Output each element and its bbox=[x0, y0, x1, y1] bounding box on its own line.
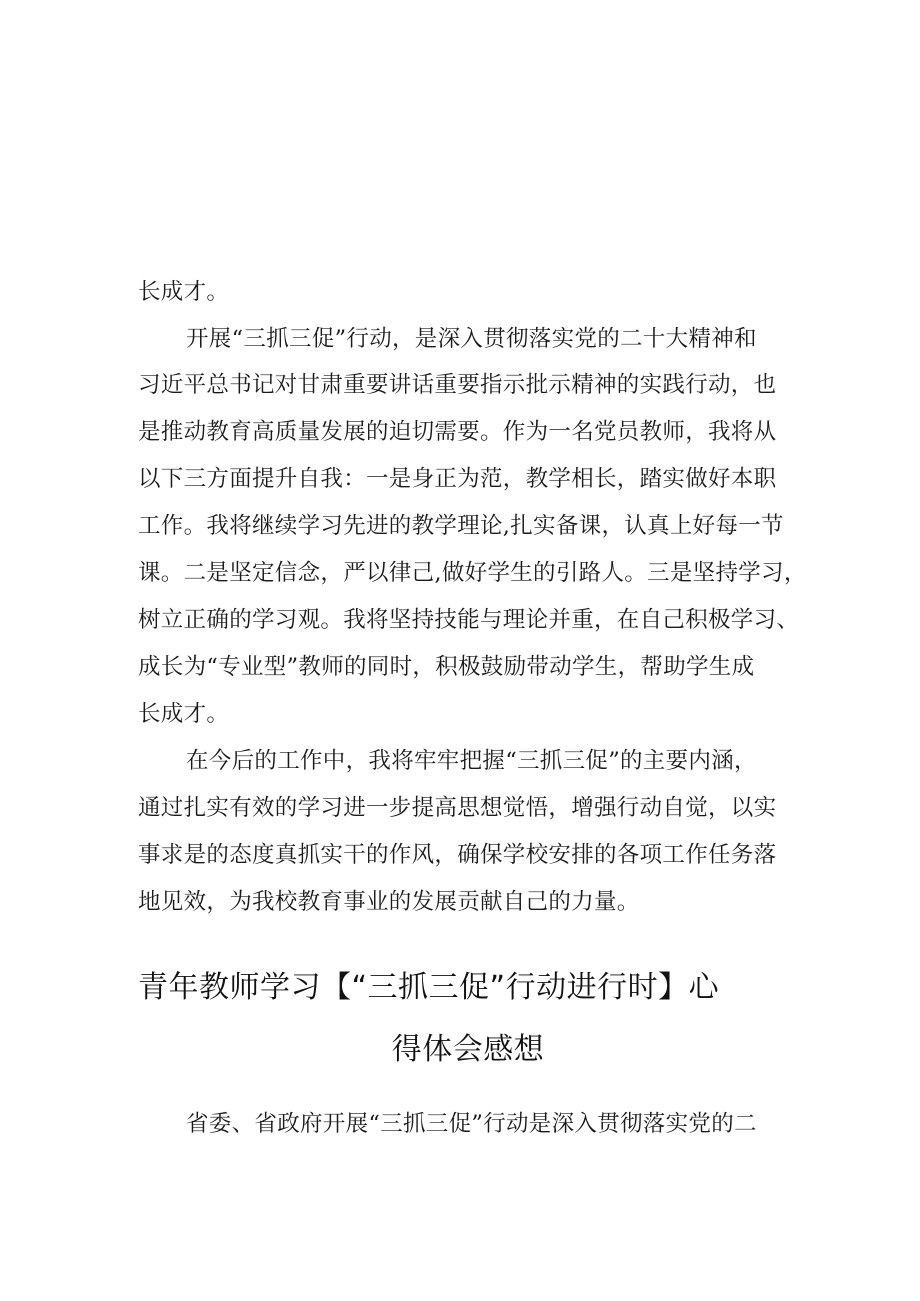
heading-line: 青年教师学习【“三抓三促”行动进行时】心 bbox=[138, 970, 720, 1005]
text-line: 在今后的工作中，我将牢牢把握“三抓三促”的主要内涵， bbox=[186, 748, 757, 774]
text-line: 习近平总书记对甘肃重要讲话重要指示批示精神的实践行动，也 bbox=[138, 372, 777, 398]
text-line: 开展“三抓三促”行动，是深入贯彻落实党的二十大精神和 bbox=[186, 326, 757, 352]
text-line: 成长为“专业型”教师的同时，积极鼓励带动学生，帮助学生成 bbox=[138, 654, 755, 680]
text-line: 长成才。 bbox=[138, 279, 230, 305]
text-line: 省委、省政府开展“三抓三促”行动是深入贯彻落实党的二 bbox=[186, 1111, 757, 1137]
text-line: 事求是的态度真抓实干的作风，确保学校安排的各项工作任务落 bbox=[138, 842, 777, 868]
text-line: 地见效，为我校教育事业的发展贡献自己的力量。 bbox=[138, 889, 640, 915]
text-line: 树立正确的学习观。我将坚持技能与理论并重，在自己积极学习、 bbox=[138, 607, 800, 633]
text-line: 课。二是坚定信念，严以律己,做好学生的引路人。三是坚持学习， bbox=[138, 560, 807, 586]
text-line: 是推动教育高质量发展的迫切需要。作为一名党员教师，我将从 bbox=[138, 419, 777, 445]
text-line: 工作。我将继续学习先进的教学理论,扎实备课，认真上好每一节 bbox=[138, 513, 784, 539]
heading-line: 得体会感想 bbox=[391, 1032, 545, 1067]
text-line: 以下三方面提升自我：一是身正为范，教学相长，踏实做好本职 bbox=[138, 466, 777, 492]
text-line: 长成才。 bbox=[138, 701, 230, 727]
text-line: 通过扎实有效的学习进一步提高思想觉悟，增强行动自觉，以实 bbox=[138, 795, 777, 821]
